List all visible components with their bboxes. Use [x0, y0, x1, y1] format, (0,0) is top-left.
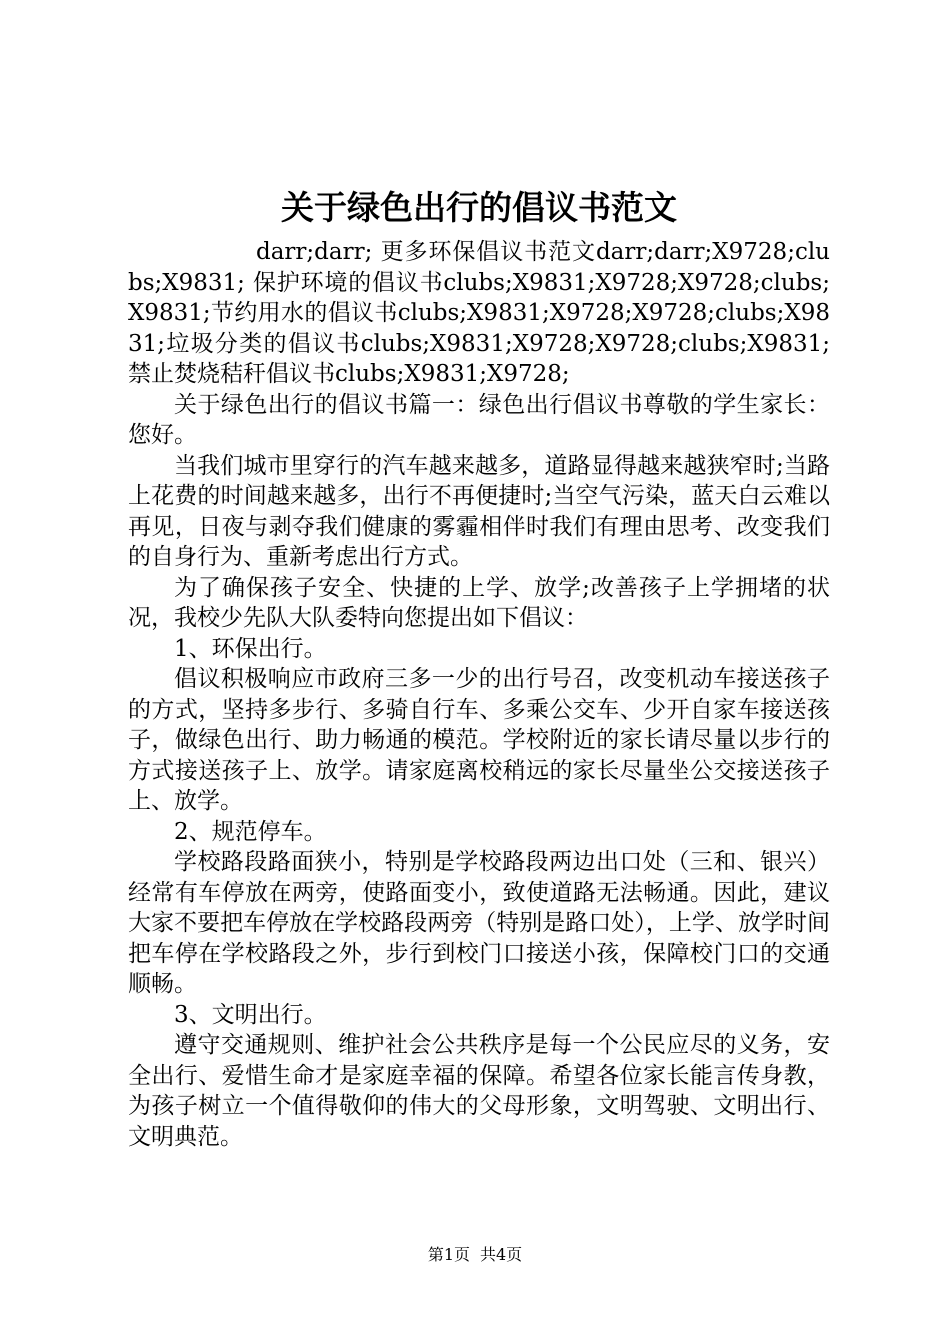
section-heading-civil-travel: 3、文明出行。	[174, 1001, 327, 1028]
document-body	[128, 237, 830, 1152]
page-footer	[0, 1244, 950, 1266]
paragraph-proposal: 为了确保孩子安全、快捷的上学、放学;改善孩子上学拥堵的状况，我校少先队大队委特向您提出如下倡议：	[128, 574, 830, 631]
paragraph-intro: 关于绿色出行的倡议书篇一：绿色出行倡议书尊敬的学生家长：您好。	[128, 391, 830, 448]
section-heading-parking: 2、规范停车。	[174, 818, 327, 845]
document-title: 关于绿色出行的倡议书范文	[281, 188, 677, 227]
paragraph-eco-travel: 倡议积极响应市政府三多一少的出行号召，改变机动车接送孩子的方式，坚持多步行、多骑自行车、多乘公交车、少开自家车接送孩子，做绿色出行、助力畅通的模范。学校附近的家长请尽量以步行的方式接送孩子上、放学。请家庭离校稍远的家长尽量坐公交接送孩子上、放学。	[128, 666, 830, 814]
page-number-total: 共4页	[480, 1245, 523, 1264]
paragraph-parking: 学校路段路面狭小，特别是学校路段两边出口处（三和、银兴）经常有车停放在两旁，使路面变小，致使道路无法畅通。因此，建议大家不要把车停放在学校路段两旁（特别是路口处），上学、放学时间把车停在学校路段之外，步行到校门口接送小孩，保障校门口的交通顺畅。	[128, 849, 830, 997]
page-number-current: 第1页	[427, 1245, 470, 1264]
section-heading-eco-travel: 1、环保出行。	[174, 635, 327, 662]
paragraph-civil-travel: 遵守交通规则、维护社会公共秩序是每一个公民应尽的义务，安全出行、爱惜生命才是家庭幸福的保障。希望各位家长能言传身教，为孩子树立一个值得敬仰的伟大的父母形象，文明驾驶、文明出行、文明典范。	[128, 1032, 830, 1150]
paragraph-background: 当我们城市里穿行的汽车越来越多，道路显得越来越狭窄时;当路上花费的时间越来越多，出行不再便捷时;当空气污染，蓝天白云难以再见，日夜与剥夺我们健康的雾霾相伴时我们有理由思考、改变我们的自身行为、重新考虑出行方式。	[128, 452, 830, 570]
related-links-text[interactable]: darr;darr; 更多环保倡议书范文darr;darr;X9728;clubs;X9831; 保护环境的倡议书clubs;X9831;X9728;X9728;clubs;X9831;节约用水的倡议书clubs;X9831;X9728;X9728;clubs;X9831;垃圾分类的倡议书clubs;X9831;X9728;X9728;clubs;X9831;禁止焚烧秸秆倡议书clubs;X9831;X9728;	[128, 239, 830, 387]
